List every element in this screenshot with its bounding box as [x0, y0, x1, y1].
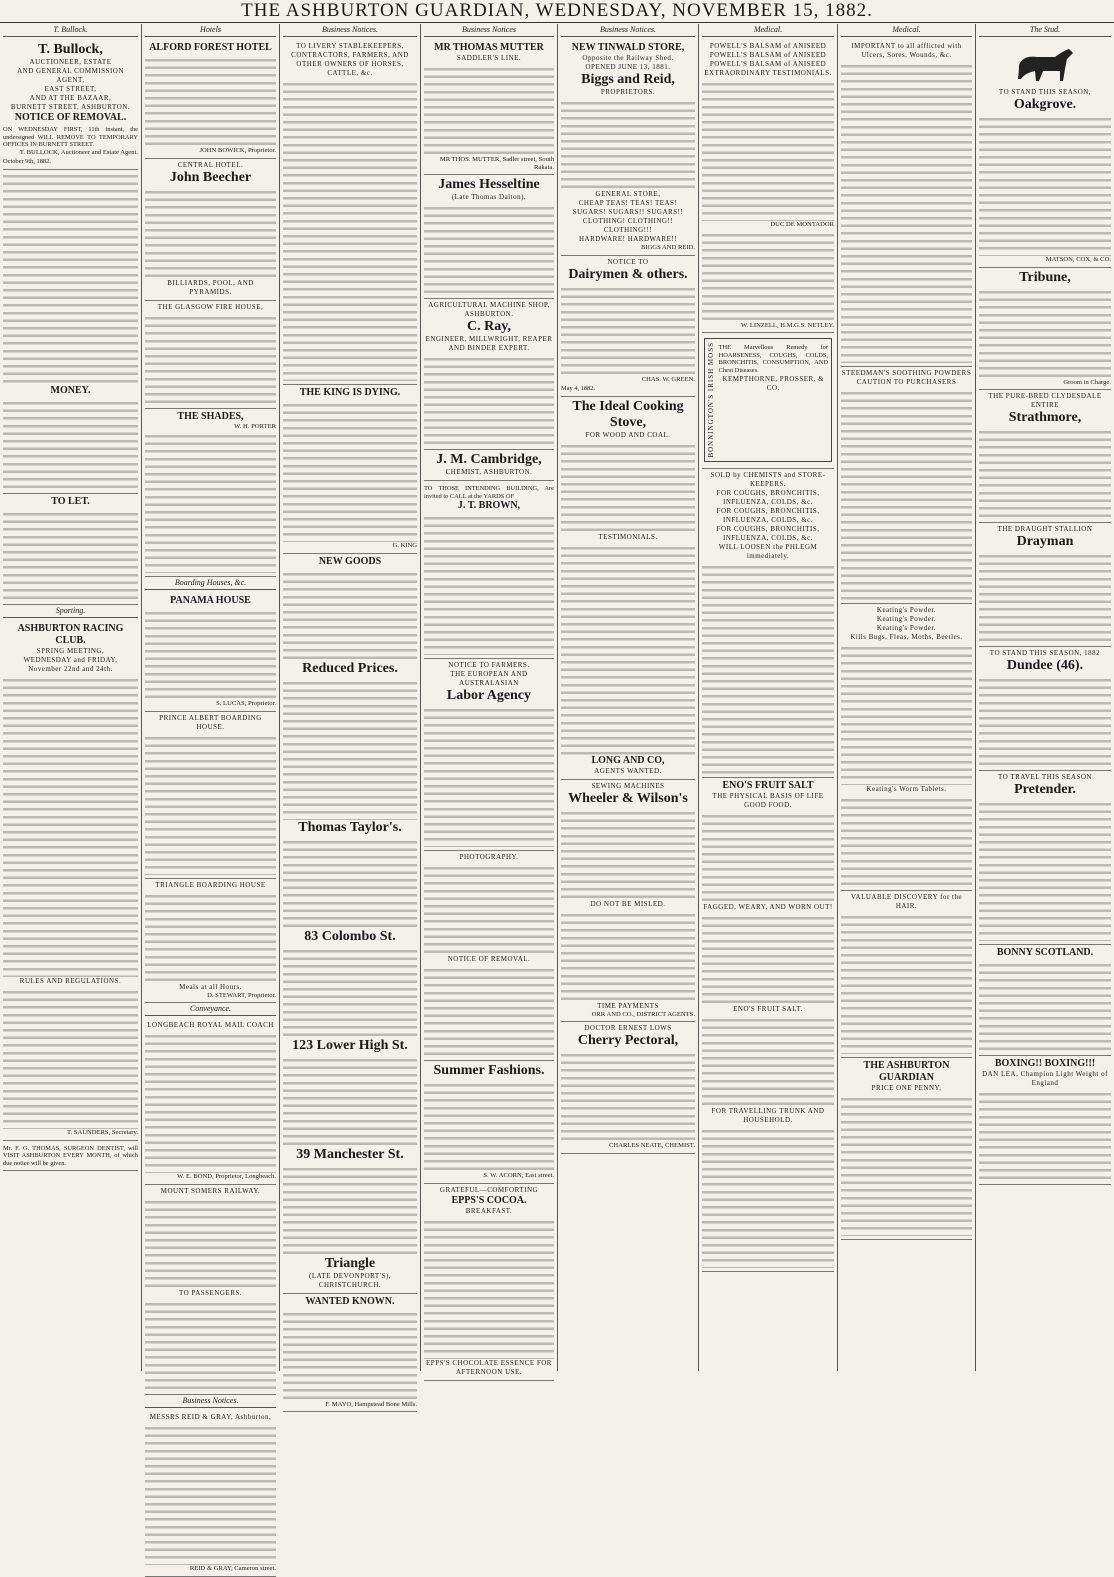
text-block: [841, 797, 972, 887]
ad-signature: W. LINZELL, H.M.G.S. NETLEY.: [740, 321, 834, 329]
ad-line: (Late Thomas Dalton),: [451, 193, 527, 202]
ad-signature: CHAS. W. GREEN.: [641, 375, 695, 383]
ad-line: POWELL'S BALSAM of ANISEED: [709, 60, 827, 68]
ad-heading: Wheeler & Wilson's: [568, 790, 688, 806]
ad-heading: Strathmore,: [1008, 410, 1082, 426]
ad-line: THE GLASGOW FIRE HOUSE,: [157, 302, 264, 311]
text-block: [702, 564, 834, 774]
epps-cocoa-ad: [424, 1184, 554, 1381]
ad-line: THE PURE-BRED CLYDESDALE ENTIRE: [988, 392, 1102, 410]
mutter-ad: [424, 40, 554, 175]
ad-line: Keating's Powder.: [876, 606, 937, 614]
ad-line: TIME PAYMENTS: [597, 1001, 659, 1010]
ad-signature: W. E. BOND, Proprietor, Longbeach.: [177, 1173, 276, 1181]
column-2: [142, 24, 280, 1572]
ad-signature: S. LUCAS, Proprietor.: [216, 700, 276, 708]
text-block: [3, 511, 138, 601]
powells-coughs-ad: [702, 469, 834, 778]
text-block: [979, 289, 1111, 379]
ad-heading: TO LET.: [51, 495, 90, 507]
ad-line: Keating's Worm Tablets.: [866, 785, 947, 793]
text-block: [424, 967, 554, 1057]
text-block: [3, 677, 138, 977]
ad-line: POWELL'S BALSAM of ANISEED: [709, 42, 827, 50]
text-block: [561, 810, 695, 900]
text-block: [841, 914, 972, 1054]
text-block: [979, 677, 1111, 767]
text-block: [283, 81, 417, 381]
ad-heading: C. Ray,: [467, 319, 511, 335]
column-4: [421, 24, 558, 1376]
ad-line: PRINCE ALBERT BOARDING HOUSE.: [159, 713, 262, 731]
ad-heading: Pretender.: [1014, 782, 1076, 798]
wanted-known-ad: [283, 1294, 417, 1413]
ad-line: AND AT THE BAZAAR,: [29, 94, 112, 102]
important-ad: [841, 40, 972, 367]
ad-heading: ENO'S FRUIT SALT: [722, 779, 814, 791]
text-block: [283, 402, 417, 542]
ad-line: EXTRAORDINARY TESTIMONIALS.: [704, 69, 832, 77]
bullock-ad: [3, 40, 138, 170]
ad-line: THE EUROPEAN AND AUSTRALASIAN: [450, 670, 528, 688]
text-block: [561, 545, 695, 755]
ad-line: FOR COUGHS, BRONCHITIS, INFLUENZA, COLDS, &c.: [716, 524, 820, 542]
ad-line: NOTICE OF REMOVAL.: [447, 955, 531, 964]
ad-heading: John Beecher: [169, 169, 252, 185]
ad-heading: Summer Fashions.: [433, 1063, 545, 1079]
ad-heading: 123 Lower High St.: [292, 1037, 408, 1053]
bonny-scotland-ad: [979, 945, 1111, 1056]
ad-line: TRIANGLE BOARDING HOUSE: [155, 880, 266, 889]
dairymen-ad: [561, 256, 695, 397]
tolet-ad: [3, 494, 138, 605]
ad-line: THE PHYSICAL BASIS OF LIFE: [712, 791, 824, 800]
ad-heading: ALFORD FOREST HOTEL: [149, 42, 272, 53]
column-8: [976, 24, 1114, 1371]
text-block: [979, 962, 1111, 1052]
ad-signature: BIGGS AND REID.: [640, 244, 695, 251]
text-block: [424, 205, 554, 295]
keatings-ad: [841, 604, 972, 891]
removal-body: ON WEDNESDAY FIRST, 11th instant, the undersigned WILL REMOVE TO TEMPORARY OFFICES IN BURNETT STREET.: [3, 126, 138, 149]
text-block: [979, 801, 1111, 941]
ad-heading: LONG AND CO,: [591, 754, 665, 766]
king-dying-ad: [283, 385, 417, 554]
ad-heading: Labor Agency: [446, 688, 532, 704]
boxing-ad: [979, 1056, 1111, 1185]
ad-heading: NEW GOODS: [318, 555, 382, 567]
ad-line: November 22nd and 24th.: [28, 664, 113, 673]
guardian-agents-ad: [841, 1058, 972, 1240]
column-6: [699, 24, 838, 1371]
racing-club-ad: [3, 621, 138, 1141]
ad-line: PHOTOGRAPHY.: [459, 853, 519, 862]
column-heading: The Stud.: [979, 24, 1111, 37]
column-heading: Medical.: [841, 24, 972, 37]
central-hotel-ad: [145, 159, 276, 301]
ad-line: MOUNT SOMERS RAILWAY.: [160, 1186, 261, 1195]
ad-heading: BOXING!! BOXING!!!: [994, 1058, 1096, 1070]
ad-signature: MATSON, COX, & CO.: [1045, 256, 1111, 263]
column-heading: Business Notices.: [283, 24, 417, 37]
ad-line: SOLD by CHEMISTS and STORE-KEEPERS.: [710, 470, 826, 488]
ad-body: THE Marvellous Remedy for HOARSENESS, COUGHS, COLDS, BRONCHITIS, CONSUMPTION, AND Chest Diseases.: [718, 344, 828, 374]
text-block: [424, 515, 554, 655]
ad-heading: The Ideal Cooking Stove,: [572, 398, 684, 430]
ad-signature: REID & GRAY, Cameron street.: [189, 1564, 276, 1572]
text-block: [979, 553, 1111, 643]
text-block: [283, 1311, 417, 1401]
ad-line: CHEAP TEAS! TEAS! TEAS!: [578, 199, 678, 207]
ad-line: Keating's Powder.: [876, 615, 937, 623]
ad-heading: BONNY SCOTLAND.: [996, 947, 1094, 959]
ad-heading: 83 Colombo St.: [304, 928, 396, 944]
ad-line: FOR TRAVELLING TRUNK AND HOUSEHOLD.: [711, 1106, 825, 1124]
ad-heading: Cherry Pectoral,: [577, 1033, 679, 1049]
ad-line: CLOTHING! CLOTHING!! CLOTHING!!!: [582, 217, 674, 234]
text-block: [841, 645, 972, 785]
section-heading: Business Notices.: [145, 1395, 276, 1408]
ad-line: MESSRS REID & GRAY, Ashburton,: [149, 1412, 272, 1421]
text-block: [145, 189, 276, 279]
ad-line: DO NOT BE MISLED.: [590, 899, 666, 908]
steedman-ad: [841, 367, 972, 604]
ad-heading: Oakgrove.: [1013, 97, 1077, 112]
text-block: [979, 429, 1111, 519]
ad-line: GRATEFUL—COMFORTING: [439, 1185, 539, 1194]
column-heading: Hotels: [145, 24, 276, 37]
ad-line: EPPS'S CHOCOLATE ESSENCE FOR AFTERNOON USE.: [426, 1358, 552, 1376]
text-block: [145, 1033, 276, 1173]
ad-heading: Reduced Prices.: [302, 660, 398, 676]
livery-ad: [283, 40, 417, 385]
ad-line: POWELL'S BALSAM of ANISEED: [709, 51, 827, 59]
irish-moss-vertical: BONNINGTON'S IRISH MOSS: [707, 342, 715, 458]
ad-line: RULES AND REGULATIONS.: [19, 976, 122, 985]
ad-date: May 4, 1882.: [561, 385, 596, 393]
ad-signature: Groom in Charge.: [1063, 378, 1111, 386]
prince-albert-ad: [145, 712, 276, 879]
strathmore-ad: [979, 390, 1111, 523]
text-block: [145, 1425, 276, 1565]
text-block: [561, 912, 695, 1002]
text-block: [561, 286, 695, 376]
coach-ad: [145, 1019, 276, 1185]
text-block: [979, 116, 1111, 256]
ad-line: OPENED JUNE 13, 1881.: [585, 63, 671, 71]
panama-house-ad: [145, 593, 276, 712]
ad-heading: Triangle: [324, 1255, 376, 1271]
text-block: [283, 571, 417, 661]
text-block: [3, 400, 138, 490]
ad-signature: S. W. ACORN, East street.: [483, 1172, 554, 1180]
ad-heading: EPPS'S COCOA.: [451, 1194, 527, 1206]
text-block: [702, 1128, 834, 1268]
text-block: [283, 1057, 417, 1147]
column-5: [558, 24, 699, 1371]
ad-line: CHEMIST, ASHBURTON.: [445, 468, 533, 477]
ad-line: GENERAL STORE,: [595, 190, 661, 198]
ad-heading: Thomas Taylor's.: [298, 819, 402, 835]
ad-signature: F. MAYO, Hampstead Bone Mills.: [325, 1400, 417, 1408]
ad-line: LONGBEACH ROYAL MAIL COACH: [147, 1021, 274, 1030]
ad-heading: TO LIVERY STABLEKEEPERS, CONTRACTORS, FARMERS, AND OTHER OWNERS OF HORSES, CATTLE, &c.: [291, 42, 409, 77]
text-block: [841, 63, 972, 363]
ad-line: VALUABLE DISCOVERY for the HAIR.: [850, 893, 963, 910]
section-heading: Sporting.: [3, 605, 138, 618]
ad-line: DAN LEA, Champion Light Weight of England: [982, 1070, 1108, 1088]
ad-signature: D. STEWART, Proprietor.: [207, 991, 276, 999]
ad-heading: THE SHADES,: [177, 410, 244, 422]
ad-line: FOR COUGHS, BRONCHITIS, INFLUENZA, COLDS, &c.: [716, 488, 820, 506]
ad-line: CAUTION TO PURCHASERS: [856, 378, 957, 386]
ad-heading: MONEY.: [50, 384, 91, 396]
column-heading: T. Bullock.: [3, 24, 138, 37]
cooking-stove-ad: [561, 397, 695, 780]
drayman-ad: [979, 523, 1111, 647]
text-block: [561, 443, 695, 533]
text-block: [424, 707, 554, 847]
ad-line: CENTRAL HOTEL.: [177, 160, 244, 169]
ray-ad: [424, 299, 554, 450]
text-block: [702, 813, 834, 903]
ad-line: SUGARS! SUGARS!! SUGARS!!: [572, 208, 684, 216]
ad-heading: Dundee (46).: [1006, 658, 1084, 674]
pretender-ad: [979, 771, 1111, 945]
section-heading: Boarding Houses, &c.: [145, 577, 276, 590]
ad-line: Meals at all Hours.: [179, 982, 242, 991]
ad-line: PRICE ONE PENNY,: [871, 1084, 942, 1092]
ad-line: KEMPTHORNE, PROSSER, & CO.: [722, 374, 825, 392]
ad-heading: NEW TINWALD STORE,: [571, 42, 685, 53]
money-ad: [3, 383, 138, 494]
triangle-boarding-ad: [145, 879, 276, 1004]
ad-line: SEWING MACHINES: [591, 781, 665, 790]
powells-balsam-ad: [702, 40, 834, 333]
ad-heading: WANTED KNOWN.: [305, 1295, 395, 1307]
ad-heading: Tribune,: [1019, 269, 1071, 285]
irish-moss-ad: [702, 333, 834, 469]
ad-line: Kills Bugs, Fleas, Moths, Beetles.: [850, 633, 963, 641]
ad-line: PROPRIETORS.: [600, 88, 656, 96]
text-block: [145, 433, 276, 573]
railway-ad: [145, 1185, 276, 1395]
tribune-ad: [979, 268, 1111, 391]
removal-heading: NOTICE OF REMOVAL.: [14, 112, 127, 123]
ad-line: AND GENERAL COMMISSION AGENT,: [17, 67, 124, 84]
cherry-pectoral-ad: [561, 1022, 695, 1154]
glasgow-ad: [145, 301, 276, 409]
ad-heading: PANAMA HOUSE: [170, 595, 251, 607]
text-block: [702, 232, 834, 322]
ad-line: FOR COUGHS, BRONCHITIS, INFLUENZA, COLDS, &c.: [716, 506, 820, 524]
text-block: [561, 100, 695, 190]
shades-ad: [145, 409, 276, 578]
dundee-ad: [979, 647, 1111, 771]
ad-signature: JOHN BOWICK, Proprietor.: [199, 147, 276, 154]
hesseltine-ad: [424, 175, 554, 299]
text-block: [424, 1219, 554, 1359]
text-block: [979, 1091, 1111, 1181]
column-heading: Medical.: [702, 24, 834, 37]
ad-line: TO TRAVEL THIS SEASON: [998, 773, 1092, 782]
text-block: [145, 1199, 276, 1289]
ad-line: Opposite the Railway Shed.: [582, 54, 674, 62]
ad-line: SPRING MEETING,: [36, 646, 105, 655]
text-block: [702, 915, 834, 1005]
dentist-ad: [3, 1141, 138, 1172]
text-block: [145, 57, 276, 147]
cambridge-ad: [424, 450, 554, 481]
ad-line: FOR WOOD AND COAL.: [585, 430, 671, 439]
column-1: [0, 24, 142, 1371]
text-block: [3, 989, 138, 1129]
removal-signature: T. BULLOCK, Auctioneer and Estate Agent.: [19, 148, 138, 156]
irish-moss-box: [704, 338, 832, 462]
ad-heading: 39 Manchester St.: [296, 1146, 404, 1162]
column-heading: Business Notices: [424, 24, 554, 37]
text-block: [283, 680, 417, 820]
ad-heading: Drayman: [1016, 534, 1074, 550]
column-3: [280, 24, 421, 1408]
ad-line: AGRICULTURAL MACHINE SHOP, ASHBURTON.: [428, 301, 550, 319]
column-heading: Business Notices.: [561, 24, 695, 37]
ad-line: TO STAND THIS SEASON,: [998, 88, 1092, 96]
removal-date: October 9th, 1882.: [3, 158, 51, 166]
oakgrove-ad: [979, 40, 1111, 268]
ad-line: TO STAND THIS SEASON, 1882: [989, 649, 1101, 658]
text-block: [283, 839, 417, 929]
section-heading: Conveyance.: [145, 1003, 276, 1016]
text-block: [702, 81, 834, 221]
ad-line: (LATE DEVONPORT'S), CHRISTCHURCH.: [309, 1271, 391, 1289]
ad-line: DOCTOR ERNEST LOWS: [584, 1024, 672, 1033]
ad-heading: THE KING IS DYING.: [299, 387, 401, 398]
ad-line: THE DRAUGHT STALLION: [997, 525, 1093, 534]
ad-signature: W. H. PORTER: [234, 422, 276, 430]
columns: [0, 24, 1114, 1572]
alford-hotel-ad: [145, 40, 276, 159]
ad-heading: THE ASHBURTON GUARDIAN: [863, 1060, 950, 1083]
ad-signature: T. SAUNDERS, Secretary.: [66, 1128, 138, 1136]
ad-line: TESTIMONIALS.: [598, 532, 658, 541]
photography-ad: [424, 851, 554, 1061]
ad-body: Mr. F. G. THOMAS, SURGEON DENTIST, will VISIT ASHBURTON EVERY MONTH, of which due notice will be given.: [3, 1144, 138, 1167]
ad-body: TO THOSE INTENDING BUILDING, Are invited to CALL at the YARDS OF: [424, 485, 554, 500]
ad-heading: Dairymen & others.: [568, 266, 688, 282]
text-block: [424, 66, 554, 156]
ad-line: HARDWARE! HARDWARE!!: [578, 235, 678, 243]
ad-heading: James Hesseltine: [438, 177, 540, 193]
ad-signature: MR THOS. MUTTER, Sadler street, South Rakaia.: [439, 156, 554, 171]
text-block: [145, 610, 276, 700]
text-block: [424, 1082, 554, 1172]
ad-line: BREAKFAST.: [465, 1206, 513, 1215]
new-goods-ad: [283, 554, 417, 1294]
tinwald-store-ad: [561, 40, 695, 256]
ad-heading: J. M. Cambridge,: [436, 452, 542, 468]
ad-line: BILLIARDS, POOL, AND PYRAMIDS.: [167, 278, 254, 296]
text-block: [841, 1096, 972, 1236]
ad-signature: CHARLES NEATE, CHEMIST.: [609, 1142, 695, 1150]
ad-line: AGENTS WANTED.: [594, 766, 662, 775]
reid-gray-ad: [145, 1411, 276, 1577]
ad-line: SADDLER'S LINE.: [456, 54, 522, 62]
text-block: [145, 893, 276, 983]
ad-line: EAST STREET,: [44, 85, 97, 93]
column-7: [838, 24, 976, 1371]
text-block: [145, 1301, 276, 1391]
horse-icon: [1013, 45, 1077, 85]
hair-ad: [841, 891, 972, 1058]
ad-signature: ORR AND CO., DISTRICT AGENTS.: [591, 1010, 695, 1018]
text-block: [283, 948, 417, 1038]
text-block: [424, 356, 554, 446]
ad-line: FAGGED, WEARY, AND WORN OUT!: [703, 902, 833, 911]
text-block: [145, 315, 276, 405]
text-block: [702, 1017, 834, 1107]
ad-signature: G. KING: [392, 542, 417, 549]
ad-line: STEEDMAN'S SOOTHING POWDERS: [841, 369, 972, 377]
text-block: [561, 1052, 695, 1142]
ad-line: GOOD FOOD.: [744, 800, 792, 809]
ad-line: Keating's Powder.: [876, 624, 937, 632]
ad-heading: Biggs and Reid,: [581, 72, 675, 87]
ad-line: TO PASSENGERS.: [178, 1288, 243, 1297]
ad-line: WEDNESDAY and FRIDAY,: [23, 655, 118, 664]
enos-fruit-salt-ad: [702, 778, 834, 1272]
ad-line: IMPORTANT to all afflicted with Ulcers, Sores, Wounds, &c.: [851, 42, 962, 59]
advertiser-name: T. Bullock,: [38, 42, 103, 57]
text-block: [3, 173, 138, 383]
brown-ad: [424, 481, 554, 659]
ad-line: WILL LOOSEN the PHLEGM immediately.: [718, 542, 818, 560]
text-block: [841, 390, 972, 600]
ad-line: ENGINEER, MILLWRIGHT, REAPER AND BINDER EXPERT.: [425, 335, 553, 353]
text-block: [424, 865, 554, 955]
ad-heading: MR THOMAS MUTTER: [434, 42, 544, 53]
ad-line: NOTICE TO: [607, 257, 649, 266]
ad-line: BURNETT STREET, ASHBURTON.: [10, 103, 131, 111]
ad-line: AUCTIONEER, ESTATE: [29, 58, 112, 66]
ad-line: ENO'S FRUIT SALT.: [733, 1004, 803, 1013]
sewing-machines-ad: [561, 780, 695, 1023]
text-block: [145, 735, 276, 875]
labor-agency-ad: [424, 659, 554, 851]
text-block: [283, 1166, 417, 1256]
ad-heading: J. T. BROWN,: [457, 500, 521, 512]
masthead: THE ASHBURTON GUARDIAN, WEDNESDAY, NOVEMBER 15, 1882.: [0, 0, 1114, 23]
summer-fashions-ad: [424, 1061, 554, 1184]
ad-line: NOTICE TO FARMERS.: [448, 661, 530, 670]
ad-signature: DUC DE MONTADOR: [770, 221, 834, 228]
ad-heading: ASHBURTON RACING CLUB.: [17, 622, 124, 646]
